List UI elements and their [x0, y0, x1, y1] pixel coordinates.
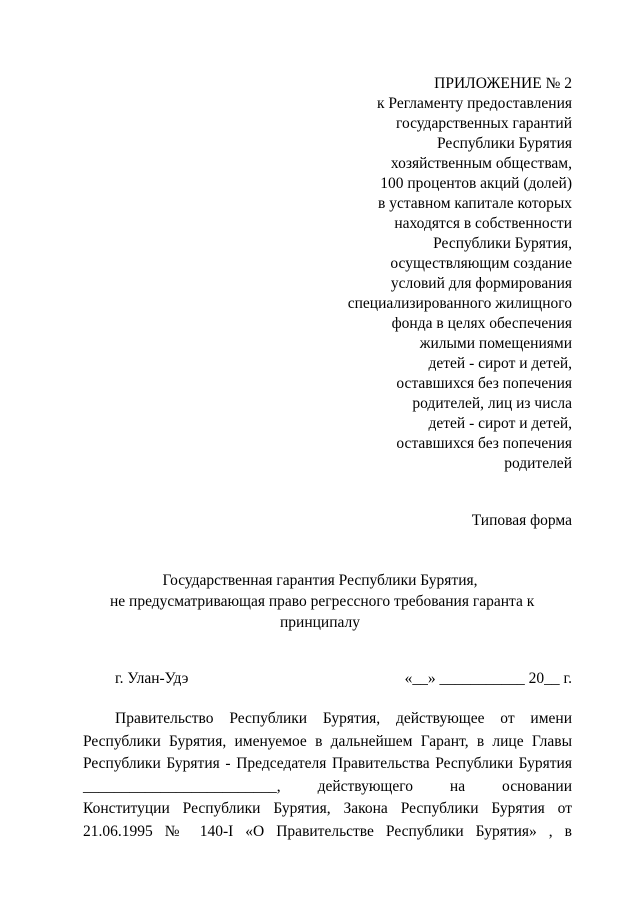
appendix-line: фонда в целях обеспечения [391, 315, 572, 332]
appendix-line: в уставном капитале которых [378, 195, 572, 212]
appendix-line: оставшихся без попечения [396, 375, 572, 392]
appendix-line: детей - сирот и детей, [428, 355, 572, 372]
appendix-line: жилыми помещениями [419, 335, 572, 352]
appendix-line: ПРИЛОЖЕНИЕ № 2 [434, 75, 572, 92]
appendix-line: осуществляющим создание [390, 255, 572, 272]
body-paragraph [83, 708, 572, 843]
appendix-line: условий для формирования [390, 275, 572, 292]
appendix-line: хозяйственным обществам, [390, 155, 572, 172]
title-line: не предусматривающая право регрессного требования гаранта к [110, 593, 535, 610]
body-line: Республики Бурятия - Председателя Правительства Республики Бурятия [83, 755, 572, 772]
appendix-line: 100 процентов акций (долей) [380, 175, 572, 192]
appendix-line: Республики Бурятия, [433, 235, 572, 252]
title-line: Государственная гарантия Республики Бурятия, [162, 572, 478, 589]
appendix-line: родителей [504, 455, 572, 472]
city-name: г. Улан-Удэ [115, 670, 189, 687]
form-type-label: Типовая форма [471, 512, 572, 529]
title-line: принципалу [279, 614, 361, 631]
date-blank: «__» ___________ 20__ г. [404, 670, 572, 687]
appendix-line: оставшихся без попечения [396, 435, 572, 452]
body-line: Республики Бурятия, именуемое в дальнейшем Гарант, в лице Главы [83, 732, 572, 750]
appendix-line: государственных гарантий [396, 115, 572, 132]
appendix-line: к Регламенту предоставления [377, 95, 572, 112]
place-date-row [115, 668, 572, 690]
appendix-line: Республики Бурятия [437, 135, 572, 152]
body-line: Конституции Республики Бурятия, Закона Республики Бурятия от [83, 800, 572, 817]
appendix-line: детей - сирот и детей, [428, 415, 572, 432]
appendix-line: родителей, лиц из числа [412, 395, 572, 412]
appendix-line: находятся в собственности [394, 215, 572, 232]
appendix-line: специализированного жилищного [347, 295, 572, 312]
body-line: 21.06.1995 № 140-I «О Правительстве Республики Бурятия» , в [83, 822, 572, 840]
document-title [110, 570, 535, 633]
body-line: _________________________, действующего на основании [83, 777, 572, 795]
appendix-header [348, 74, 572, 474]
body-line: Правительство Республики Бурятия, действующее от имени [115, 710, 572, 727]
